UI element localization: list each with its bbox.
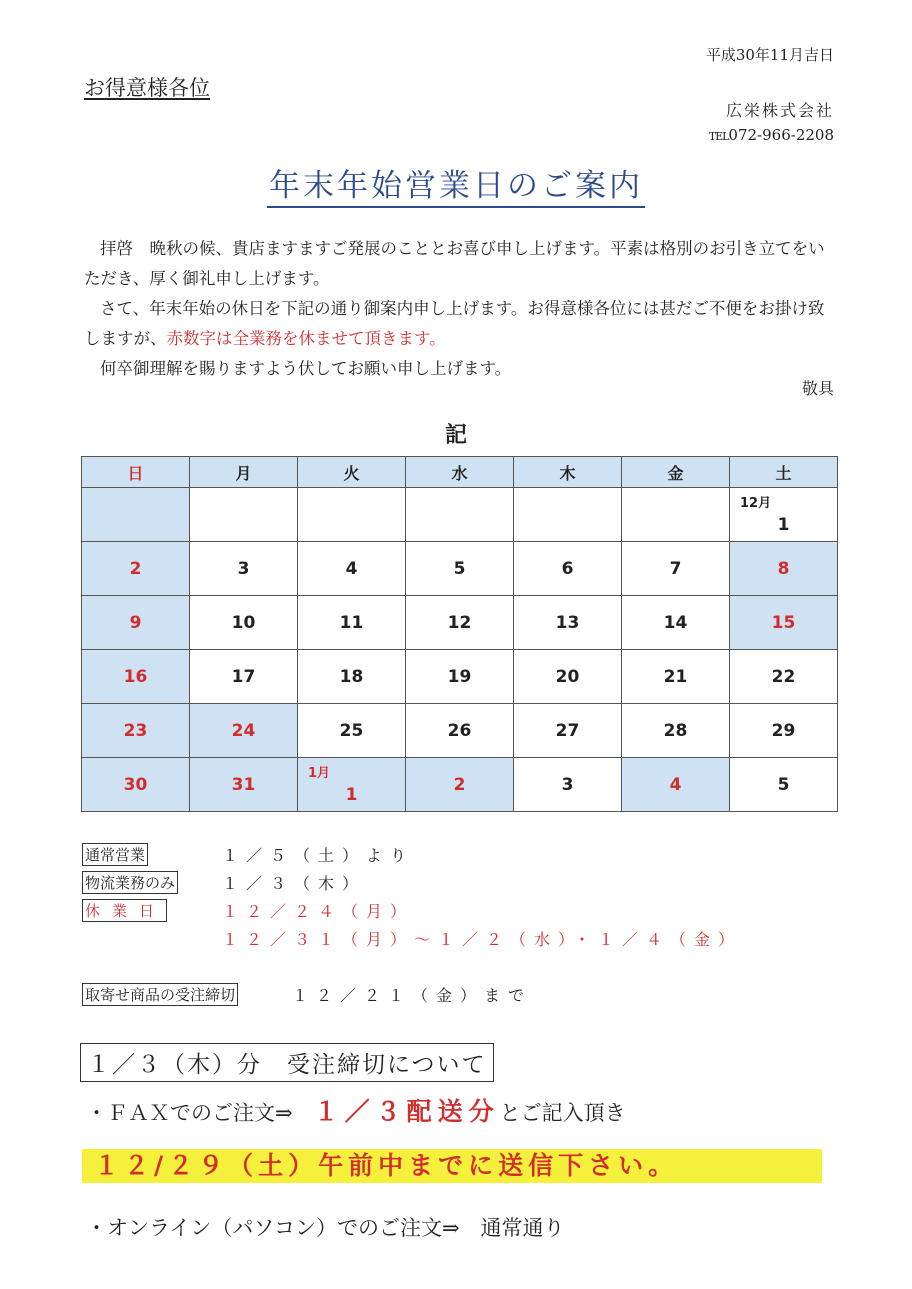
weekday-header: 火 bbox=[298, 457, 406, 488]
calendar-week-row bbox=[82, 596, 838, 650]
calendar-day: 12 bbox=[406, 596, 514, 650]
weekday-header: 日 bbox=[82, 457, 190, 488]
calendar-week-row bbox=[82, 650, 838, 704]
calendar-day: 28 bbox=[622, 704, 730, 758]
calendar-day: 29 bbox=[730, 704, 838, 758]
order-deadline-value: １２／２１（金）まで bbox=[292, 986, 533, 1005]
keigu: 敬具 bbox=[801, 379, 834, 398]
calendar-day-holiday: 24 bbox=[190, 704, 298, 758]
calendar-day: 18 bbox=[298, 650, 406, 704]
normal-business-row bbox=[82, 843, 415, 866]
calendar-day: 3 bbox=[190, 542, 298, 596]
page-title: 年末年始営業日のご案内 bbox=[0, 160, 912, 205]
calendar-day: 27 bbox=[514, 704, 622, 758]
calendar-day: 5 bbox=[406, 542, 514, 596]
calendar-day: 7 bbox=[622, 542, 730, 596]
calendar-day: 20 bbox=[514, 650, 622, 704]
calendar-day-holiday bbox=[82, 488, 190, 542]
order-deadline-row bbox=[82, 983, 533, 1006]
day-number: 1 bbox=[777, 515, 790, 535]
calendar-day-holiday: 2 bbox=[82, 542, 190, 596]
calendar-day bbox=[406, 488, 514, 542]
calendar-day: 11 bbox=[298, 596, 406, 650]
calendar-day-holiday: 4 bbox=[622, 758, 730, 812]
calendar-day-holiday bbox=[298, 758, 406, 812]
calendar-day bbox=[622, 488, 730, 542]
weekday-header: 木 bbox=[514, 457, 622, 488]
calendar-day-holiday: 16 bbox=[82, 650, 190, 704]
tel-label: TEL bbox=[708, 130, 729, 143]
order-deadline-label: 取寄せ商品の受注締切 bbox=[82, 983, 238, 1006]
holiday-row bbox=[82, 899, 415, 922]
calendar-day bbox=[190, 488, 298, 542]
calendar-day-holiday: 30 bbox=[82, 758, 190, 812]
month-label: 12月 bbox=[740, 496, 772, 511]
calendar-day: 10 bbox=[190, 596, 298, 650]
calendar-day: 21 bbox=[622, 650, 730, 704]
calendar-day-holiday: 23 bbox=[82, 704, 190, 758]
calendar-day-holiday: 8 bbox=[730, 542, 838, 596]
weekday-header: 金 bbox=[622, 457, 730, 488]
calendar-day: 22 bbox=[730, 650, 838, 704]
logistics-value: １／３（木） bbox=[222, 874, 367, 893]
calendar-day: 13 bbox=[514, 596, 622, 650]
logistics-label: 物流業務のみ bbox=[82, 871, 178, 894]
calendar-day: 6 bbox=[514, 542, 622, 596]
holiday-label: 休業日 bbox=[82, 899, 167, 922]
calendar-week-row bbox=[82, 488, 838, 542]
calendar-day-holiday: 15 bbox=[730, 596, 838, 650]
calendar-day bbox=[730, 488, 838, 542]
calendar-day-holiday: 2 bbox=[406, 758, 514, 812]
letter-body bbox=[84, 234, 840, 384]
calendar-week-row bbox=[82, 758, 838, 812]
fax-delivery-date: １／３配送分 bbox=[313, 1097, 500, 1126]
calendar-week-row bbox=[82, 704, 838, 758]
calendar-day: 5 bbox=[730, 758, 838, 812]
weekday-header: 月 bbox=[190, 457, 298, 488]
normal-business-value: １／５（土）より bbox=[222, 846, 415, 865]
fax-deadline-highlight: １２/２９（土）午前中までに送信下さい。 bbox=[82, 1149, 822, 1183]
calendar-day: 25 bbox=[298, 704, 406, 758]
fax-order-line: ・ＦＡＸでのご注文⇒ １／３配送分とご記入頂き bbox=[86, 1097, 626, 1126]
notice-paragraph: さて、年末年始の休日を下記の通り御案内申し上げます。お得意様各位には甚だご不便をお掛け致しますが、赤数字は全業務を休ませて頂きます。 bbox=[84, 299, 825, 348]
ki-heading: 記 bbox=[444, 423, 467, 448]
normal-business-label: 通常営業 bbox=[82, 843, 148, 866]
online-order-line: ・オンライン（パソコン）でのご注文⇒ 通常通り bbox=[86, 1216, 565, 1240]
recipient: お得意様各位 bbox=[84, 76, 210, 100]
issue-date: 平成30年11月吉日 bbox=[705, 46, 834, 64]
calendar-day-holiday: 9 bbox=[82, 596, 190, 650]
calendar-day bbox=[514, 488, 622, 542]
tel-number: 072-966-2208 bbox=[728, 126, 834, 144]
calendar-day: 19 bbox=[406, 650, 514, 704]
weekday-header: 土 bbox=[730, 457, 838, 488]
red-notice: 赤数字は全業務を休ませて頂きます。 bbox=[166, 329, 446, 348]
holiday-calendar bbox=[81, 456, 838, 812]
weekday-header: 水 bbox=[406, 457, 514, 488]
calendar-day: 17 bbox=[190, 650, 298, 704]
cutoff-title: １／３（木）分 受注締切について bbox=[80, 1043, 494, 1082]
day-number: 1 bbox=[345, 785, 358, 805]
closing-paragraph: 何卒御理解を賜りますよう伏してお願い申し上げます。 bbox=[100, 359, 512, 378]
greeting-paragraph: 拝啓 晩秋の候、貴店ますますご発展のこととお喜び申し上げます。平素は格別のお引き立てをいただき、厚く御礼申し上げます。 bbox=[84, 239, 825, 288]
holiday-value-2: １２／３１（月）～１／２（水）・１／４（金） bbox=[222, 930, 743, 949]
calendar-day: 4 bbox=[298, 542, 406, 596]
calendar-day: 26 bbox=[406, 704, 514, 758]
logistics-row bbox=[82, 871, 367, 894]
company-name: 広栄株式会社 bbox=[725, 101, 834, 120]
calendar-day bbox=[298, 488, 406, 542]
holiday-value-1: １２／２４（月） bbox=[222, 902, 415, 921]
telephone bbox=[709, 126, 834, 144]
calendar-day: 14 bbox=[622, 596, 730, 650]
calendar-day-holiday: 31 bbox=[190, 758, 298, 812]
calendar-week-row bbox=[82, 542, 838, 596]
calendar-day: 3 bbox=[514, 758, 622, 812]
month-label: 1月 bbox=[308, 766, 331, 781]
